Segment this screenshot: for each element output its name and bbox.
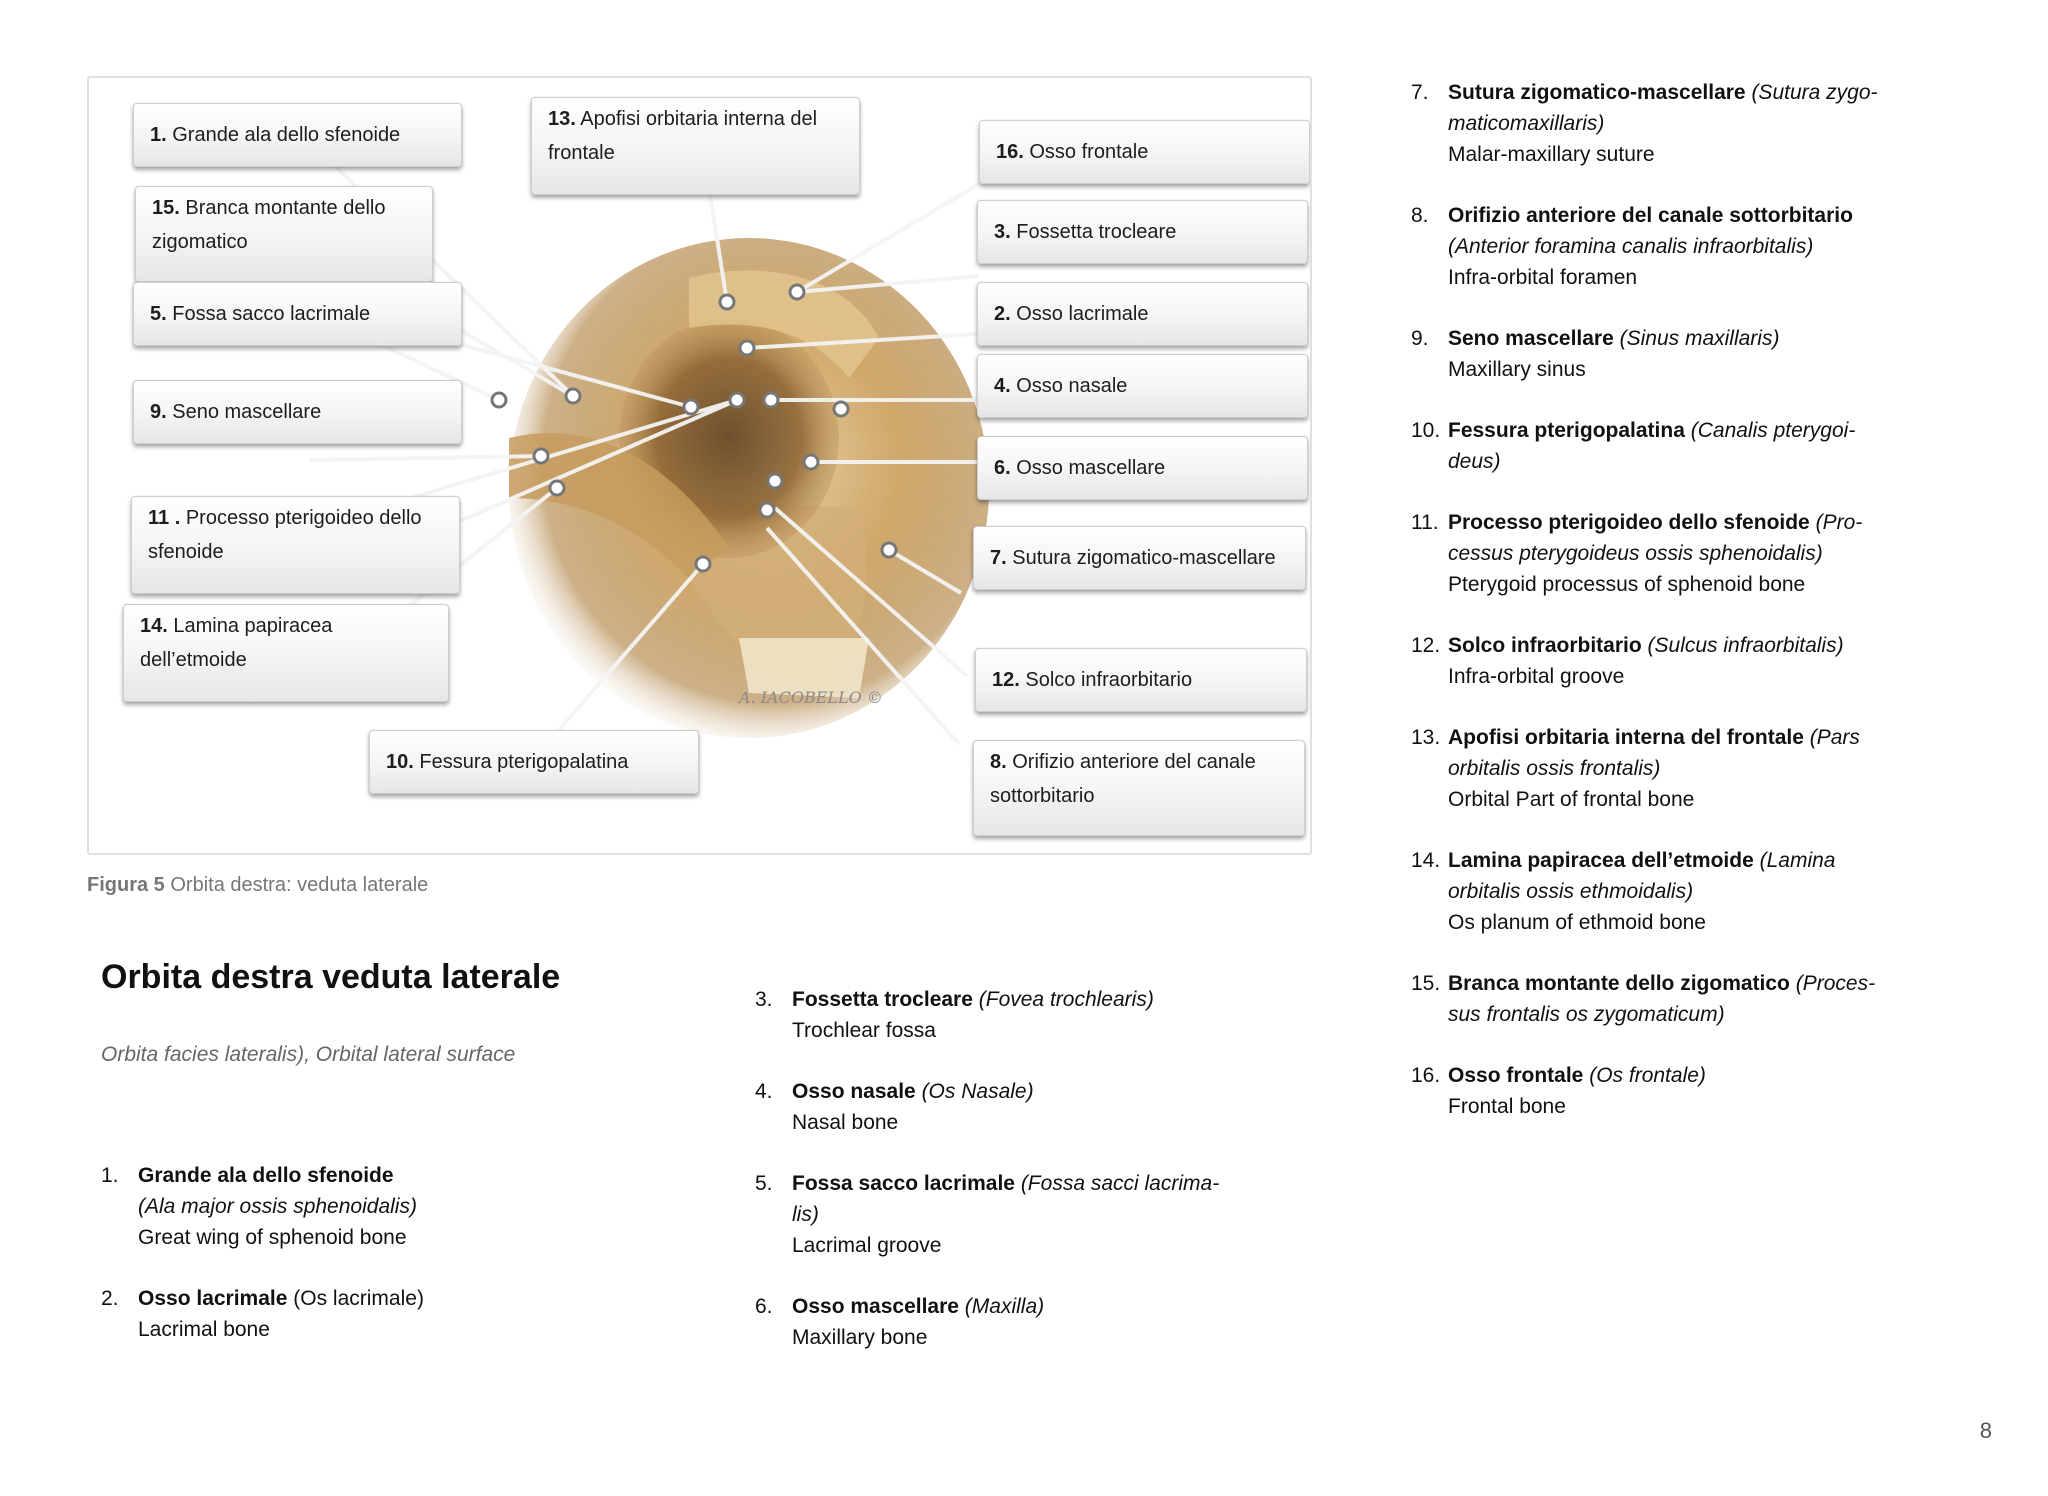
label-text: Seno mascellare [166, 401, 322, 423]
item-number: 7. [1411, 81, 1429, 104]
label-text: Osso mascellare [1010, 457, 1166, 479]
term-list-left [101, 1160, 598, 1345]
label-12 [975, 648, 1307, 712]
item-latin: (Os Nasale) [915, 1080, 1034, 1103]
label-text: dell’etmoide [140, 649, 247, 671]
label-number: 16. [996, 141, 1024, 163]
item-english: Nasal bone [792, 1111, 899, 1134]
item-number: 10. [1411, 419, 1441, 442]
item-number: 1. [101, 1164, 119, 1187]
item-english: Maxillary sinus [1448, 358, 1586, 381]
label-number: 1. [150, 124, 167, 146]
item-latin: orbitalis ossis ethmoidalis) [1448, 880, 1694, 903]
label-16 [979, 120, 1310, 184]
list-item [1411, 845, 1948, 938]
label-text: Osso nasale [1010, 375, 1128, 397]
item-latin: maticomaxillaris) [1448, 112, 1605, 135]
label-number: 2. [994, 303, 1011, 325]
item-latin: (Proces- [1789, 972, 1876, 995]
label-4 [977, 354, 1308, 418]
label-text: Processo pterigoideo dello [180, 507, 422, 529]
item-number: 14. [1411, 849, 1441, 872]
item-number: 16. [1411, 1064, 1441, 1087]
label-text: zigomatico [152, 231, 248, 253]
label-11 [131, 496, 460, 594]
label-text: Grande ala dello sfenoide [166, 124, 401, 146]
item-number: 8. [1411, 204, 1429, 227]
item-english: Trochlear fossa [792, 1019, 936, 1042]
item-name: Branca montante dello zigomatico [1448, 972, 1790, 995]
item-english: Lacrimal groove [792, 1234, 942, 1257]
section-subtitle: Orbita facies lateralis), Orbital lateral surface [101, 1043, 516, 1066]
artist-signature: A. IACOBELLO © [739, 688, 883, 707]
list-item [1411, 415, 1948, 477]
label-text: Sutura zigomatico-mascellare [1006, 547, 1276, 569]
item-number: 3. [755, 988, 773, 1011]
anatomy-figure [87, 76, 1312, 855]
item-latin: (Sulcus infraorbitalis) [1641, 634, 1844, 657]
item-number: 13. [1411, 726, 1441, 749]
item-latin: (Fossa sacci lacrima- [1014, 1172, 1220, 1195]
label-text: sfenoide [148, 541, 224, 563]
list-item [1411, 630, 1948, 692]
item-latin: deus) [1448, 450, 1501, 473]
item-name: Sutura zigomatico-mascellare [1448, 81, 1746, 104]
term-list-right [1411, 77, 1948, 1122]
item-latin: cessus pterygoideus ossis sphenoidalis) [1448, 542, 1823, 565]
label-9 [133, 380, 462, 444]
item-latin: lis) [792, 1203, 819, 1226]
item-english: Infra-orbital foramen [1448, 266, 1638, 289]
item-name: Osso lacrimale [138, 1287, 288, 1310]
list-item [1411, 200, 1948, 293]
item-latin: orbitalis ossis frontalis) [1448, 757, 1661, 780]
item-number: 6. [755, 1295, 773, 1318]
item-name: Fessura pterigopalatina [1448, 419, 1685, 442]
label-number: 4. [994, 375, 1011, 397]
item-english: Great wing of sphenoid bone [138, 1226, 407, 1249]
item-english: Pterygoid processus of sphenoid bone [1448, 573, 1806, 596]
label-text: Solco infraorbitario [1019, 669, 1193, 691]
label-text: frontale [548, 142, 615, 164]
label-number: 12. [992, 669, 1020, 691]
caption-number: Figura 5 [87, 874, 165, 896]
item-latin: (Lamina [1753, 849, 1836, 872]
item-name: Seno mascellare [1448, 327, 1614, 350]
label-text: Fessura pterigopalatina [413, 751, 629, 773]
page-number: 8 [1979, 1418, 1992, 1443]
label-number: 3. [994, 221, 1011, 243]
label-10 [369, 730, 699, 794]
item-latin: (Ala major ossis sphenoidalis) [138, 1195, 417, 1218]
label-number: 5. [150, 303, 167, 325]
list-item [1411, 722, 1948, 815]
label-text: Orifizio anteriore del canale [1006, 751, 1256, 773]
list-item [755, 1291, 1272, 1353]
list-item [755, 984, 1272, 1046]
label-number: 6. [994, 457, 1011, 479]
label-text: sottorbitario [990, 785, 1095, 807]
label-6 [977, 436, 1308, 500]
item-number: 9. [1411, 327, 1429, 350]
caption-text: Orbita destra: veduta laterale [164, 874, 429, 896]
label-number: 13. [548, 108, 576, 130]
item-latin: (Maxilla) [958, 1295, 1045, 1318]
label-7 [973, 526, 1306, 590]
label-1 [133, 103, 462, 167]
list-item [1411, 77, 1948, 170]
item-english: Infra-orbital groove [1448, 665, 1625, 688]
item-english: Malar-maxillary suture [1448, 143, 1655, 166]
item-name: Lamina papiracea dell’etmoide [1448, 849, 1754, 872]
item-number: 2. [101, 1287, 119, 1310]
label-14 [123, 604, 449, 702]
item-english: Lacrimal bone [138, 1318, 270, 1341]
label-number: 15. [152, 197, 180, 219]
label-13 [531, 97, 860, 195]
item-number: 5. [755, 1172, 773, 1195]
label-8 [973, 740, 1305, 836]
item-name: Fossa sacco lacrimale [792, 1172, 1015, 1195]
label-text: Branca montante dello [179, 197, 386, 219]
figure-caption [87, 874, 428, 897]
label-number: 14. [140, 615, 168, 637]
item-latin: (Os frontale) [1583, 1064, 1706, 1087]
list-item [1411, 323, 1948, 385]
item-latin: (Canalis pterygoi- [1684, 419, 1856, 442]
item-name: Fossetta trocleare [792, 988, 973, 1011]
item-latin: (Sutura zygo- [1745, 81, 1878, 104]
item-number: 11. [1411, 511, 1439, 534]
label-number: 7. [990, 547, 1007, 569]
item-number: 15. [1411, 972, 1441, 995]
label-text: Osso frontale [1023, 141, 1149, 163]
item-english: Os planum of ethmoid bone [1448, 911, 1706, 934]
term-list-middle [755, 984, 1272, 1353]
item-latin: (Pars [1803, 726, 1860, 749]
item-latin: (Fovea trochlearis) [972, 988, 1154, 1011]
item-name: Apofisi orbitaria interna del frontale [1448, 726, 1804, 749]
item-english: Orbital Part of frontal bone [1448, 788, 1695, 811]
item-latin: (Pro- [1809, 511, 1863, 534]
label-5 [133, 282, 462, 346]
item-name: Grande ala dello sfenoide [138, 1164, 394, 1187]
label-text: Lamina papiracea [167, 615, 333, 637]
label-3 [977, 200, 1308, 264]
list-item [1411, 968, 1948, 1030]
item-latin: sus frontalis os zygomaticum) [1448, 1003, 1725, 1026]
item-latin: (Sinus maxillaris) [1613, 327, 1780, 350]
item-number: 4. [755, 1080, 773, 1103]
item-english: Frontal bone [1448, 1095, 1566, 1118]
label-number: 10. [386, 751, 414, 773]
list-item [755, 1168, 1272, 1261]
list-item [101, 1160, 598, 1253]
label-number: 11 . [148, 507, 181, 529]
item-latin: (Anterior foramina canalis infraorbitalis) [1448, 235, 1814, 258]
label-text: Osso lacrimale [1010, 303, 1149, 325]
item-name: Solco infraorbitario [1448, 634, 1642, 657]
item-name: Orifizio anteriore del canale sottorbitario [1448, 204, 1853, 227]
list-item [1411, 1060, 1948, 1122]
item-name: Processo pterigoideo dello sfenoide [1448, 511, 1810, 534]
item-name: Osso nasale [792, 1080, 916, 1103]
item-name: Osso mascellare [792, 1295, 959, 1318]
label-text: Apofisi orbitaria interna del [575, 108, 818, 130]
list-item [755, 1076, 1272, 1138]
label-text: Fossa sacco lacrimale [166, 303, 371, 325]
item-number: 12. [1411, 634, 1441, 657]
label-text: Fossetta trocleare [1010, 221, 1177, 243]
list-item [101, 1283, 598, 1345]
label-2 [977, 282, 1308, 346]
label-15 [135, 186, 433, 282]
item-english: Maxillary bone [792, 1326, 928, 1349]
label-number: 8. [990, 751, 1007, 773]
label-number: 9. [150, 401, 167, 423]
list-item [1411, 507, 1948, 600]
section-heading: Orbita destra veduta laterale [101, 958, 561, 996]
item-name: Osso frontale [1448, 1064, 1584, 1087]
item-latin: (Os lacrimale) [287, 1287, 424, 1310]
